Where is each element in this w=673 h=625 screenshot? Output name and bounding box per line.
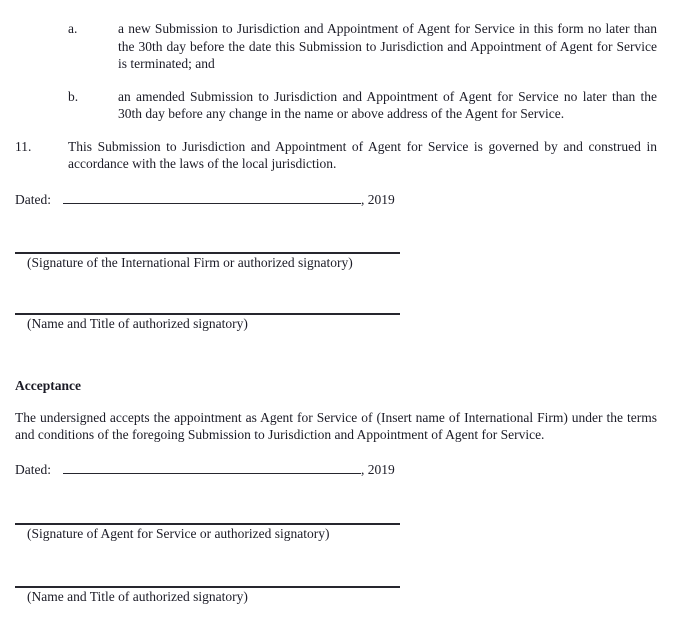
list-marker-a: a. xyxy=(68,21,78,36)
list-marker-11: 11. xyxy=(15,138,32,154)
list-item-a-text: a new Submission to Jurisdiction and Appointment of Agent for Service in this form no later than the 30th day before the date this Submission to Jurisdiction and Appointment of Agent for Service is terminated; and xyxy=(118,21,657,71)
date-fill-line[interactable] xyxy=(63,203,361,204)
signature-block-agent-signature xyxy=(15,523,657,543)
list-marker-b: b. xyxy=(68,88,79,104)
list-item-a xyxy=(15,20,657,73)
dated-year: , 2019 xyxy=(361,191,395,207)
dated-row-agent xyxy=(15,461,657,479)
dated-row-firm xyxy=(15,191,657,209)
signature-caption: (Signature of the International Firm or authorized signatory) xyxy=(27,255,353,270)
list-item-b-text: an amended Submission to Jurisdiction and Appointment of Agent for Service no later than the 30th day before any change in the name or above address of the Agent for Service. xyxy=(118,88,657,121)
signature-block-agent-name-title xyxy=(15,586,657,606)
dated-year: , 2019 xyxy=(361,461,395,477)
dated-label: Dated: xyxy=(15,191,51,207)
dated-label: Dated: xyxy=(15,461,51,477)
signature-caption: (Signature of Agent for Service or authorized signatory) xyxy=(27,526,330,541)
acceptance-paragraph: The undersigned accepts the appointment as Agent for Service of (Insert name of International Firm) under the terms and conditions of the foregoing Submission to Jurisdiction and Appointment of Agent for Service. xyxy=(15,409,657,442)
list-item-b xyxy=(15,88,657,123)
signature-block-firm-signature xyxy=(15,252,657,272)
signature-caption: (Name and Title of authorized signatory) xyxy=(27,315,248,331)
date-fill-line[interactable] xyxy=(63,473,361,474)
list-item-11 xyxy=(15,138,657,173)
list-item-11-text: This Submission to Jurisdiction and Appointment of Agent for Service is governed by and construed in accordance with the laws of the local jurisdiction. xyxy=(68,138,657,171)
acceptance-heading: Acceptance xyxy=(15,378,81,393)
signature-block-firm-name-title xyxy=(15,313,657,333)
signature-caption: (Name and Title of authorized signatory) xyxy=(27,588,248,604)
